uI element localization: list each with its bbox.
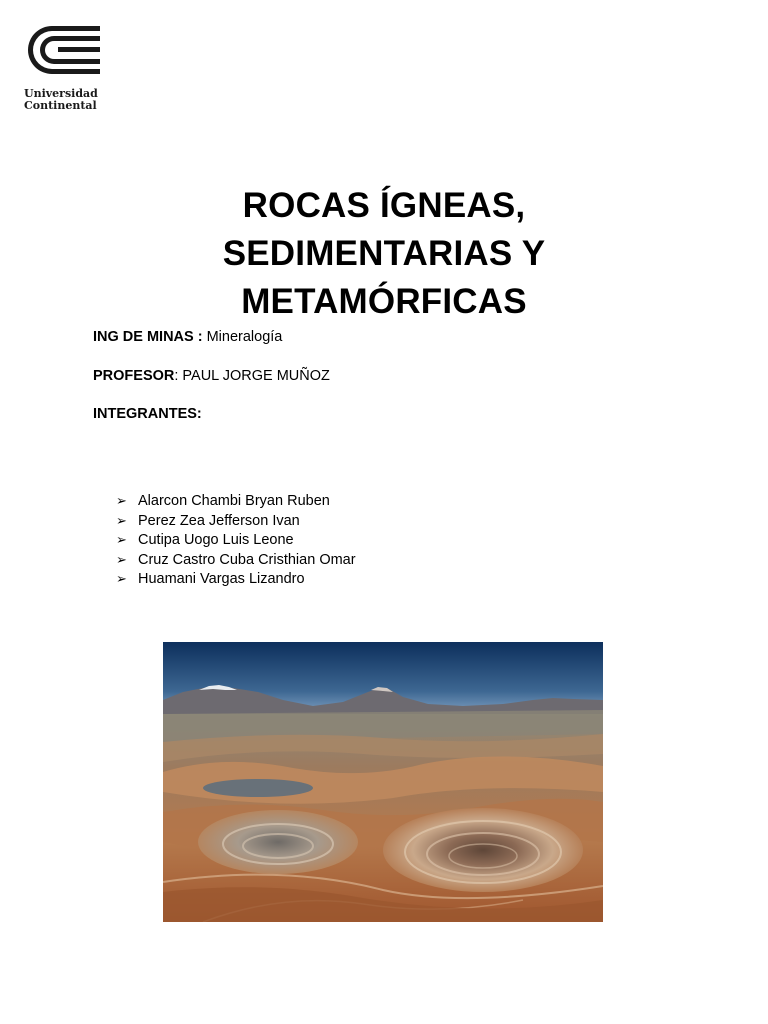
arrow-bullet-icon: ➢	[116, 552, 127, 568]
list-item	[116, 570, 356, 590]
logo-wordmark	[24, 88, 106, 112]
course-value: Mineralogía	[202, 329, 283, 345]
arrow-bullet-icon: ➢	[116, 494, 127, 509]
arrow-bullet-icon: ➢	[116, 572, 127, 587]
course-field	[93, 328, 282, 346]
members-field	[93, 405, 202, 423]
logo-line-2: Continental	[24, 99, 97, 112]
list-item	[116, 531, 356, 551]
logo-emblem-icon	[24, 22, 102, 78]
arrow-bullet-icon: ➢	[116, 533, 127, 548]
professor-field	[93, 367, 330, 385]
university-logo	[24, 22, 106, 112]
arrow-bullet-icon: ➢	[116, 513, 127, 529]
document-title	[0, 182, 768, 326]
course-label: ING DE MINAS :	[93, 329, 203, 345]
members-label: INTEGRANTES:	[93, 406, 202, 422]
professor-label: PROFESOR	[93, 368, 175, 384]
title-line-1: ROCAS ÍGNEAS,	[242, 186, 526, 225]
logo-line-1: Universidad	[24, 87, 98, 100]
title-line-2: SEDIMENTARIAS Y	[222, 234, 546, 273]
member-name: Cruz Castro Cuba Cristhian Omar	[138, 551, 356, 568]
members-list	[116, 492, 356, 590]
member-name: Alarcon Chambi Bryan Ruben	[138, 493, 330, 509]
member-name: Perez Zea Jefferson Ivan	[138, 512, 300, 529]
open-pit-mine-photo	[163, 642, 603, 922]
member-name: Huamani Vargas Lizandro	[138, 571, 305, 587]
list-item	[116, 492, 356, 512]
mine-landscape-image	[163, 642, 603, 922]
member-name: Cutipa Uogo Luis Leone	[138, 532, 294, 548]
list-item	[116, 551, 356, 571]
title-line-3: METAMÓRFICAS	[241, 282, 527, 321]
list-item	[116, 512, 356, 532]
professor-value: : PAUL JORGE MUÑOZ	[174, 368, 330, 384]
